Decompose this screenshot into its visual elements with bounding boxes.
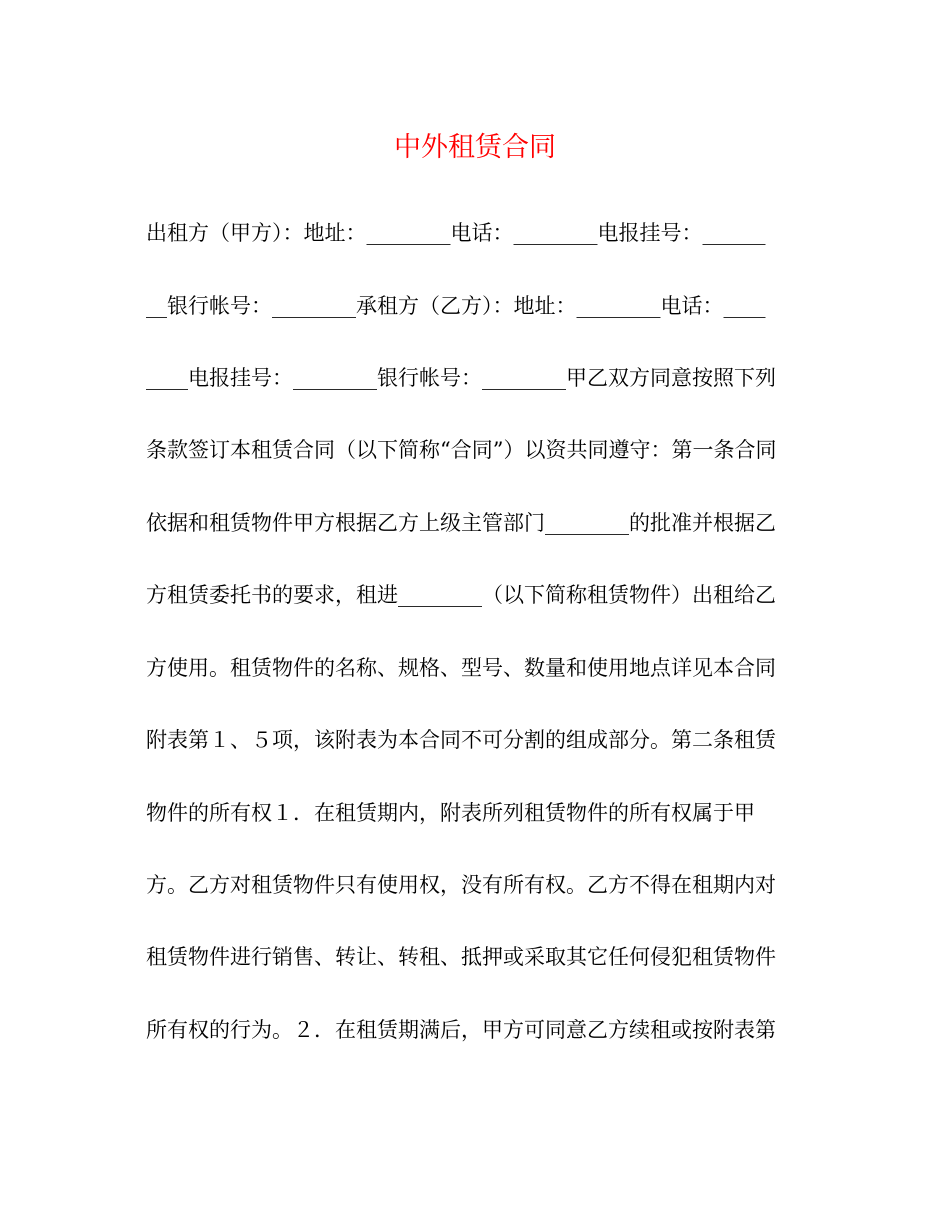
body-line: 方使用。租赁物件的名称、规格、型号、数量和使用地点详见本合同 xyxy=(146,656,776,680)
body-line: ____电报挂号：________银行帐号：________甲乙双方同意按照下列 xyxy=(146,366,776,390)
body-line: 物件的所有权１．在租赁期内，附表所列租赁物件的所有权属于甲 xyxy=(146,801,755,825)
body-line: 条款签订本租赁合同（以下简称“合同”）以资共同遵守：第一条合同 xyxy=(146,438,777,462)
body-line: 出租方（甲方）：地址：________电话：________电报挂号：______ xyxy=(146,221,766,245)
body-line: __银行帐号：________承租方（乙方）：地址：________电话：____ xyxy=(146,294,766,318)
body-line: 租赁物件进行销售、转让、转租、抵押或采取其它任何侵犯租赁物件 xyxy=(146,945,776,969)
body-line: 依据和租赁物件甲方根据乙方上级主管部门________的批准并根据乙 xyxy=(146,511,776,535)
document-title: 中外租赁合同 xyxy=(394,132,556,163)
body-line: 方。乙方对租赁物件只有使用权，没有所有权。乙方不得在租期内对 xyxy=(146,873,776,897)
body-line: 所有权的行为。２．在租赁期满后，甲方可同意乙方续租或按附表第 xyxy=(146,1018,776,1042)
body-line: 附表第１、５项，该附表为本合同不可分割的组成部分。第二条租赁 xyxy=(146,728,776,752)
body-line: 方租赁委托书的要求，租进________（以下简称租赁物件）出租给乙 xyxy=(146,583,776,607)
